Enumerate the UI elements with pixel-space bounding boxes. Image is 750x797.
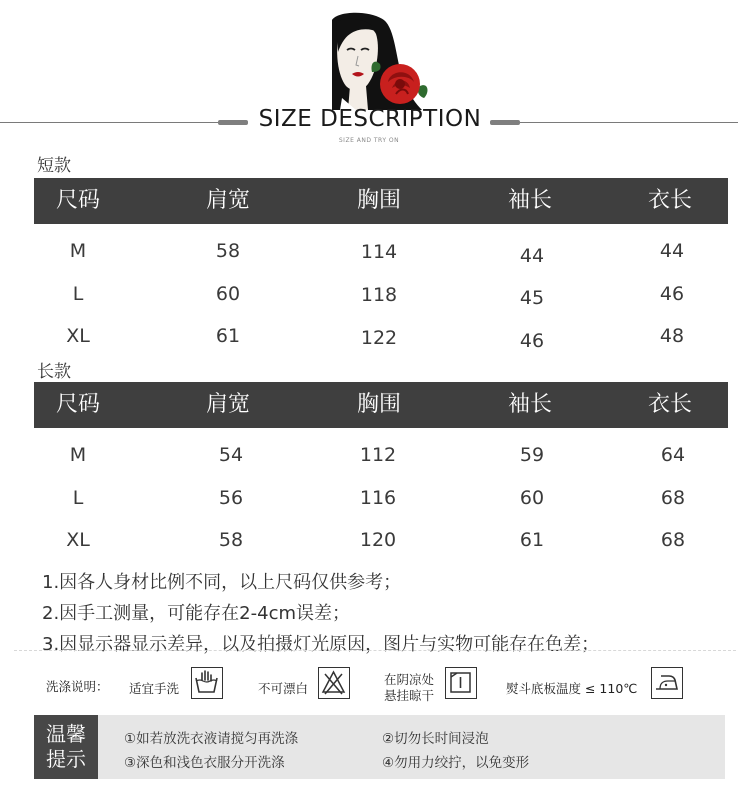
size-cell: L (72, 283, 84, 305)
column-header-length: 衣长 (647, 188, 692, 213)
sleeve-cell: 61 (519, 529, 545, 551)
length-cell: 48 (659, 325, 685, 347)
column-header-sleeve: 袖长 (507, 188, 552, 213)
tip-4: ④勿用力绞拧，以免变形 (382, 755, 530, 771)
note-2: 2.因手工测量，可能存在2-4cm误差； (42, 603, 351, 624)
size-cell: L (72, 487, 84, 509)
column-header-sleeve: 袖长 (507, 392, 552, 417)
tips-label-line-1: 温馨 (46, 722, 86, 746)
care-no-bleach-text: 不可漂白 (258, 681, 309, 696)
tip-2: ②切勿长时间浸泡 (382, 731, 489, 747)
long-section-label: 长款 (37, 362, 71, 382)
sleeve-cell: 59 (519, 444, 545, 466)
long-table-header (34, 382, 728, 428)
length-cell: 46 (659, 283, 685, 305)
column-header-shoulder: 肩宽 (205, 392, 250, 417)
note-3: 3.因显示器显示差异，以及拍摄灯光原因，图片与实物可能存在色差； (42, 634, 600, 655)
chest-cell: 116 (359, 487, 397, 509)
column-header-chest: 胸围 (356, 188, 401, 213)
hand-wash-icon (191, 667, 223, 699)
care-hang-dry-text-2: 悬挂晾干 (384, 688, 435, 703)
length-cell: 68 (660, 487, 686, 509)
shoulder-cell: 54 (218, 444, 244, 466)
page-title: SIZE DESCRIPTION (258, 106, 482, 132)
shoulder-cell: 60 (215, 283, 241, 305)
size-cell: M (69, 444, 87, 466)
woman-rose-illustration (330, 12, 430, 110)
length-cell: 44 (659, 240, 685, 262)
care-hand-wash-text: 适宜手洗 (129, 681, 180, 696)
care-label: 洗涤说明： (46, 679, 109, 694)
sleeve-cell: 45 (519, 287, 545, 309)
size-cell: XL (66, 325, 90, 347)
tip-3: ③深色和浅色衣服分开洗涤 (124, 755, 285, 771)
tips-label-line-2: 提示 (46, 747, 86, 771)
column-header-size: 尺码 (55, 188, 100, 213)
care-iron-text: 熨斗底板温度 ≤ 110℃ (506, 681, 638, 696)
size-cell: M (69, 240, 87, 262)
short-section-label: 短款 (37, 156, 71, 176)
tip-1: ①如若放洗衣液请搅匀再洗涤 (124, 731, 299, 747)
care-hang-dry-text-1: 在阴凉处 (384, 672, 435, 687)
size-cell: XL (66, 529, 90, 551)
tips-label (34, 715, 98, 779)
shoulder-cell: 58 (215, 240, 241, 262)
page-subtitle: SIZE AND TRY ON (338, 137, 400, 144)
shoulder-cell: 56 (218, 487, 244, 509)
sleeve-cell: 60 (519, 487, 545, 509)
note-1: 1.因各人身材比例不同，以上尺码仅供参考； (42, 572, 402, 593)
short-table-header (34, 178, 728, 224)
chest-cell: 120 (359, 529, 397, 551)
chest-cell: 118 (360, 284, 398, 306)
column-header-length: 衣长 (647, 392, 692, 417)
length-cell: 68 (660, 529, 686, 551)
header-accent-right (490, 120, 520, 125)
column-header-size: 尺码 (55, 392, 100, 417)
chest-cell: 122 (360, 327, 398, 349)
sleeve-cell: 44 (519, 245, 545, 267)
shoulder-cell: 61 (215, 325, 241, 347)
divider (14, 650, 736, 651)
header-rule-right (520, 122, 738, 123)
chest-cell: 114 (360, 241, 398, 263)
no-bleach-icon (318, 667, 350, 699)
shoulder-cell: 58 (218, 529, 244, 551)
column-header-shoulder: 肩宽 (205, 188, 250, 213)
column-header-chest: 胸围 (356, 392, 401, 417)
chest-cell: 112 (359, 444, 397, 466)
sleeve-cell: 46 (519, 330, 545, 352)
length-cell: 64 (660, 444, 686, 466)
hang-dry-icon (445, 667, 477, 699)
iron-icon (651, 667, 683, 699)
